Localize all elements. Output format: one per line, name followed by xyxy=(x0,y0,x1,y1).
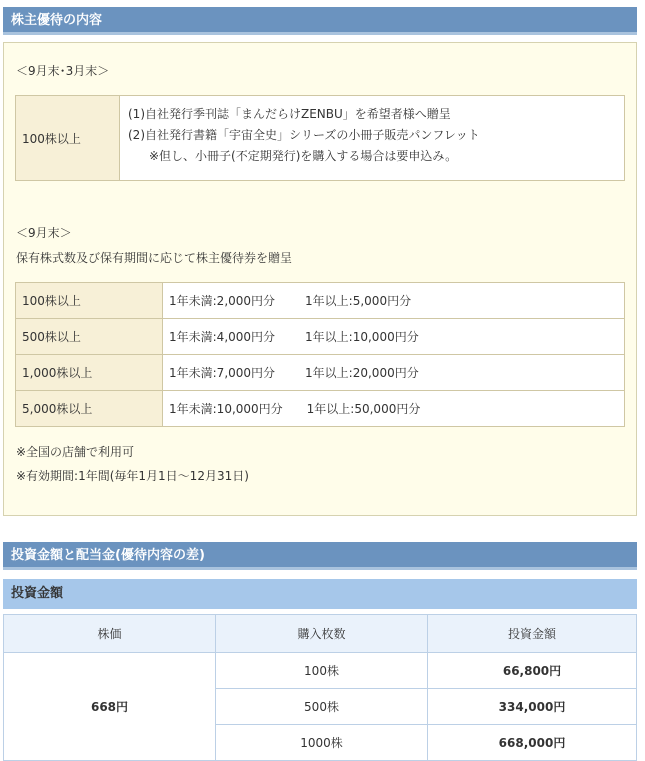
group2-description: 保有株式数及び保有期間に応じて株主優待券を贈呈 xyxy=(16,251,293,265)
over-1-year-value: 1年以上:5,000円分 xyxy=(305,294,412,308)
tier-values xyxy=(163,283,625,319)
group1-line-1: (1)自社発行季刊誌「まんだらけZENBU」を希望者様へ贈呈 xyxy=(128,107,451,121)
note-validity: ※有効期間:1年間(毎年1月1日～12月31日) xyxy=(16,469,249,483)
group2-heading: ＜9月末＞ xyxy=(16,226,72,240)
table-row xyxy=(16,355,625,391)
benefits-table-group2 xyxy=(15,282,625,427)
tier-label: 1,000株以上 xyxy=(16,355,163,391)
table-row xyxy=(4,653,637,689)
over-1-year-value: 1年以上:10,000円分 xyxy=(305,330,419,344)
shares-cell: 500株 xyxy=(216,689,428,725)
table-row xyxy=(16,283,625,319)
shares-cell: 100株 xyxy=(216,653,428,689)
tier-values xyxy=(163,355,625,391)
amount-cell: 66,800円 xyxy=(428,653,637,689)
section-header-benefits: 株主優待の内容 xyxy=(3,7,637,35)
over-1-year-value: 1年以上:20,000円分 xyxy=(305,366,419,380)
tier-values xyxy=(163,319,625,355)
amount-cell: 668,000円 xyxy=(428,725,637,761)
note-stores: ※全国の店舗で利用可 xyxy=(16,445,135,459)
benefits-table-group1 xyxy=(15,95,625,181)
tier-label: 500株以上 xyxy=(16,319,163,355)
subheading-investment-amount: 投資金額 xyxy=(3,579,637,609)
group1-heading: ＜9月末･3月末＞ xyxy=(16,64,110,78)
investment-table xyxy=(3,614,637,761)
col-header-amount: 投資金額 xyxy=(428,615,637,653)
tier-label: 100株以上 xyxy=(16,283,163,319)
group1-row-label: 100株以上 xyxy=(16,96,120,181)
table-header-row xyxy=(4,615,637,653)
section-header-investment: 投資金額と配当金(優待内容の差) xyxy=(3,542,637,570)
under-1-year-value: 1年未満:4,000円分 xyxy=(169,330,276,344)
col-header-shares: 購入枚数 xyxy=(216,615,428,653)
tier-values xyxy=(163,391,625,427)
amount-cell: 334,000円 xyxy=(428,689,637,725)
table-row xyxy=(16,391,625,427)
table-row xyxy=(16,319,625,355)
over-1-year-value: 1年以上:50,000円分 xyxy=(306,402,421,416)
shares-cell: 1000株 xyxy=(216,725,428,761)
tier-label: 5,000株以上 xyxy=(16,391,163,427)
under-1-year-value: 1年未満:7,000円分 xyxy=(169,366,276,380)
under-1-year-value: 1年未満:2,000円分 xyxy=(169,294,276,308)
group1-line-3: ※但し、小冊子(不定期発行)を購入する場合は要申込み。 xyxy=(149,149,458,163)
group1-line-2: (2)自社発行書籍「宇宙全史」シリーズの小冊子販売パンフレット xyxy=(128,128,480,142)
group1-benefits-cell xyxy=(120,96,625,181)
under-1-year-value: 1年未満:10,000円分 xyxy=(169,402,283,416)
stock-price-cell: 668円 xyxy=(4,653,216,761)
col-header-price: 株価 xyxy=(4,615,216,653)
